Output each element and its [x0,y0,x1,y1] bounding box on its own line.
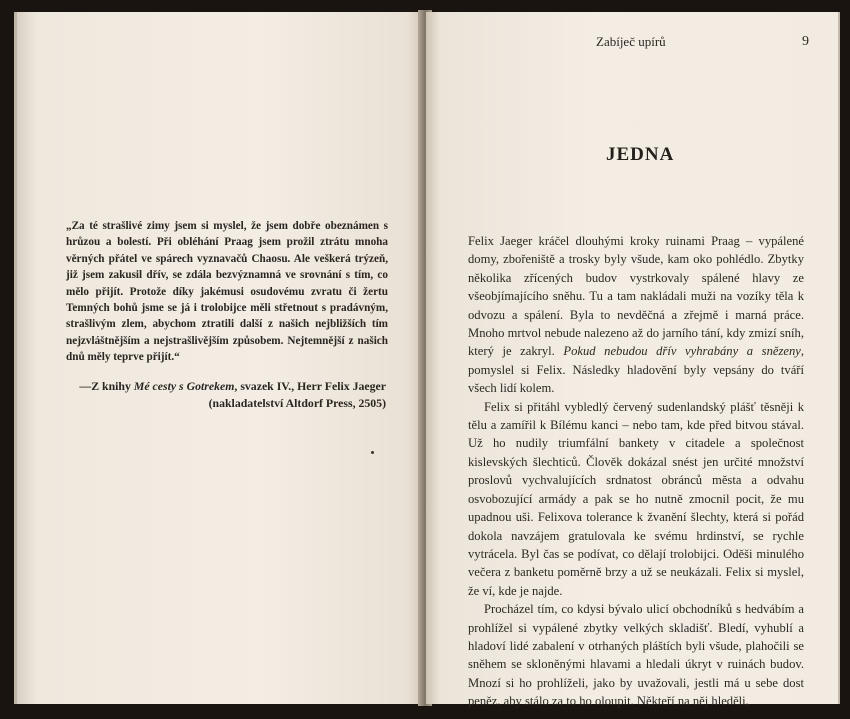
paragraph: Procházel tím, co kdysi bývalo ulicí obchodníků s hedvábím a prohlížel si vypálené zbytky velkých skladišť. Bledí, vyhublí a hladoví lidé zabalení v otrhaných pláštích byli všude, plahočili se sněhem se skloněnými hlavami a hledali úkryt v ruinách budov. Mnozí si ho prohlíželi, jako by uvažovali, jestli má u sebe dost peněz, aby stálo za to ho oloupit. Někteří na něj hleděli, [468,602,804,709]
paragraph-text: Felix Jaeger kráčel dlouhými kroky ruinami Praag – vypálené domy, zbořeniště a trosky byly všude, kam oko pohlédlo. Zbytky několika zřícených budov vystrkovaly spálené hlavy ze všeobjímajícího sněhu. Tu a tam nakládali muži na vozíky těla k odvozu a spálení. Byla to nevděčná a zřejmě i marná práce. Mnoho mrtvol nebude nalezeno až do jarního tání, kdy zmizí sníh, který je zakryl. [468,234,804,359]
paragraph-italic-thought: Pokud nebudou dřív vyhrabány a snězeny [563,344,801,359]
epigraph-attribution [74,378,386,412]
page-number: 9 [802,34,809,49]
paragraph-text: , pomyslel si Felix. Následky hladovění byly vepsány do tváří všech lidí kolem. [468,344,804,396]
running-head: Zabíječ upírů [596,34,666,49]
attribution-suffix: , svazek IV., Herr Felix Jaeger [234,379,386,393]
attribution-book-title: Mé cesty s Gotrekem [133,379,235,393]
paragraph [468,232,804,398]
epigraph: „Za té strašlivé zimy jsem si myslel, že jsem dobře obeznámen s hrůzou a bolestí. Při obléhání Praag jsem prožil ztrátu mnoha věrných přátel ve spárech vyznavačů Chaosu. Ale veškerá trýzeň, již jsem zakusil dřív, se zdála bezvýznamná ve srovnání s tím, co mělo přijít. Protože díky jakémusi osudovému zvratu či žertu Temných bohů jsme se já i trolobijce měli střetnout s pradávným, strašlivým zlem, abychom ztratili další z našich nejbližších tím nejzvláštnějším a nejstrašlivějším způsobem. Nejtemnější z našich dnů měly teprve přijít.“ [66,220,388,364]
chapter-title: JEDNA [606,144,675,165]
paragraph: Felix si přitáhl vybledlý červený sudenlandský plášť těsněji k tělu a zamířil k Bílému kanci – nebo tam, kde před bitvou stával. Už ho nudily triumfální bankety v citadele a společnost kislevských šlechticů. Člověk dokázal snést jen určité množství proslovů vychvalujících srdnatost obránců města a odvahu osvobozující armády a pak se ho nutně zmocnil pocit, že mu upadnou uši. Felixova tolerance k žvanění šlechty, která si pořád dokola navzájem gratulovala ke svému hrdinství, se rychle vytrácela. Byl čas se podívat, co dělají trolobijci. Oděši minulého večera z banketu poměrně brzy a už se neukázali. Felix si myslel, že ví, kde je najde. [468,399,804,598]
attribution-prefix: —Z knihy [79,379,134,393]
attribution-publisher: (nakladatelství Altdorf Press, 2505) [208,396,386,410]
ink-speck [371,451,374,454]
chapter-body [468,232,804,711]
